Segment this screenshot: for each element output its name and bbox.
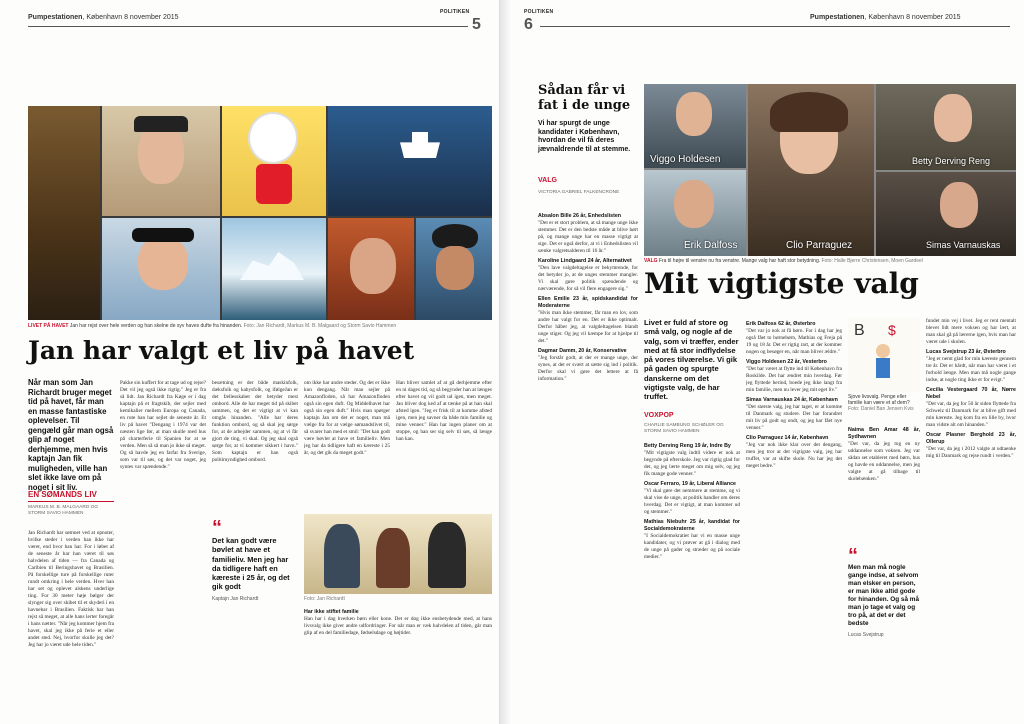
feature-title: Sådan får vi fat i de unge (538, 83, 631, 113)
right-page (510, 0, 1024, 724)
page-number: 5 (472, 16, 481, 33)
photo-collage (28, 106, 492, 320)
section-label: VALG (538, 177, 557, 184)
candidates-column: Absalon Bille 26 år, Enhedslisten "Det er et stort problem, at så mange unge ikke stemmer. Det er den bedste måde at blive hørt på, og mange unge har en masse vigtigt at sige. Det er også derfor, at vi i Enhedslisten vil sænke valgretsalderen til 16 år." Karoline Lindgaard 24 år, Alternativet "Den lave valgdeltagelse er bekymrende, for det betyder jo, at de unges stemmer mangler. Vi skal gøre politik spændende og nærværende, for så vil flere engagere sig." Ellen Emilie 23 år, spidskandidat for Moderaterne "Hvis man ikke stemmer, får man en lov, som andre har valgt for en. Det er ikke optimalt. Derfor håber jeg, at valgdeltagelsen blandt unge stiger. Og jeg vil kæmpe for at hjælpe til det." Dagmar Damm, 20 år, Konservative "Jeg forstår godt, at der er mange unge, der synes, at det er svært at sætte sig ind i politik. Derfor skal vi gøre det lettere at få information." (538, 213, 638, 382)
quote-mark-icon: “ (212, 517, 222, 539)
page-number: 6 (524, 16, 533, 33)
voxpop-label: VOXPOP (644, 412, 674, 419)
lead-text: Når man som Jan Richardt bruger meget tid på havet, får man en masse fantastiske oplevelser. Til gengæld går man også glip af noget derhjemme, men hvis kaptajn Jan fik muligheden, ville han slet ikke lave om på noget i sit liv. (28, 378, 114, 492)
photo-caption: LIVET PÅ HAVET Jan har rejst over hele verden og han skelne de syv haves dufte fra hinanden. Foto: Jan Richardt, Markus M. B. Malgaard og Storm Savio Hammen (28, 323, 397, 329)
photo-name-3: Clio Parraguez (786, 240, 853, 251)
voxpop-headline: Mit vigtigste valg (644, 267, 919, 300)
voxpop-column-2: Erik Dalfoss 62 år, Østerbro "Det var jo nok at få børn. For i dag har jeg også fået to børnebørn, Mathias og Freja på 19 og 18 år. Det er rigtig rart, at der kommer nogen og besøger en, når man bliver ældre." Viggo Holdesen 22 år, Vesterbro "Det har været at flytte ind til København fra Roskilde. Det har ændret min hverdag. Før jeg flyttede herind, boede jeg ikke langt fra min familie, men nu lever jeg mit eget liv." Simas Varnauskas 24 år, København "Det største valg, jeg har taget, er at komme til Danmark og studere. Det har forandret mit liv på godt og ondt, og jeg har fået nye venner." Clio Parraguez 14 år, København "Jeg var nok ikke klar over det dengang, men jeg tror at det vigtigste valg, jeg har truffet, var at skifte skole. Nu har jeg det meget bedre." (746, 321, 842, 469)
photo-name-1: Viggo Holdesen (650, 154, 721, 165)
photo-name-4: Betty Derving Reng (912, 156, 991, 166)
byline: VICTORIA GABRIEL FALKENCRONE (538, 190, 620, 195)
page-header: Pumpestationen, København 8 november 2015 (28, 14, 179, 21)
column-3: besætning er der både maskinfolk, dæksfolk og kabysfolk, og ifølgeJan er det fællesskabet der betyder mest ombord. Alle de har meget tid på skibet sammen, og det er vigtigt at vi kan omgås hinanden. "Alle har deres funktion ombord, og så skal jeg sørge for, at de arbejder sammen, og at vi får gjort de ting, vi skal. Og jeg skal også sørge for, at vi kommer sikkert i havn." Som kaptajn er han også politimyndighed ombord. (212, 380, 298, 463)
inset-photo (304, 514, 492, 594)
voxpop-column-1: Betty Derving Reng 19 år, Indre By "Mit vigtigste valg indtil videre er nok at begynde på efterskole. Jeg var rigtig glad for det, og jeg lærte meget om mig selv, og jeg fik mange gode venner." Oscar Ferraro, 19 år, Liberal Alliance "Vi skal gøre det nemmere at stemme, og vi skal vise de unge, at politik handler om deres hverdag. Det er vigtigt, at man kommer ud og stemmer." Mathias Niebuhr 25 år, kandidat for Socialdemokraterne "I Socialdemokratiet har vi en masse unge kandidater, og vi prøver at gå i dialog med de unge på gader og stræder og på sociale medier." (644, 443, 740, 560)
photo-name-5: Simas Varnauskas (926, 240, 1001, 250)
page-gutter (500, 0, 510, 724)
page-header: Pumpestationen, København 8 november 2015 (810, 14, 961, 21)
byline: MARKUS M. B. MALGAARD OG STORM SAVIO HAMMEN (28, 505, 99, 517)
left-page (0, 0, 500, 724)
voxpop-byline: CHARLIE SAMBUNG SCHØLER OG STORM SAVIO HAMMEN (644, 423, 724, 435)
naima-quote: Naima Ben Amar 48 år, Sydhavnen "Det var, da jeg tog en ny uddannelse som voksen. Jeg var sådan set etableret med børn, hus og havde en uddannelse, men jeg valgte at gå tilbage til skolebænken." (848, 427, 920, 482)
column-1: Jan Richardt har sømnet ved at opnoter, hvilke steder i verden han ikke har været, end hvor han har. For i løbet af de seneste år har han været til søs halvdelen af tiden — fra Canada og Caribien til Beringshavet og Brasilien. På forskellige ture på forskellige ruter rundt omkring i hele verden. Hver han har set og oplevet alskens underlige ting. For 30 meter høje bølger der slynger sig over skibet til et skyderi i en havnebar i Brasilien. Faktisk har han rejst så meget, at alle hans lerter foregår i hans nætter. "Når jeg kommer hjem fra havet, skal jeg ikke på ferie et eller andet sted. Nej, hvorfor skulle jeg det? Jeg har jo været ude hele tiden." (28, 530, 114, 648)
column-4: om ikke har andre steder. Og det er ikke kun dengang. Når man sejler på Amazonfloden, så har Amazonfloden også sin egen duft. Og Middelhavet har også sin egen duft." Hvis man spørger kaptajn Jan om det er noget, man må vælge fra for at vælge sømandslivet til, så svarer han med et smil: "Det kan godt være bøvlet at have et familieliv. Men jeg har da tidligere haft en kæreste i 25 år, og det gik da meget godt." (304, 380, 390, 456)
pull-quote: “ Det kan godt være bøvlet at have et familieliv. Men jeg har da tidligere haft en kæreste i 25 år, og det gik godt Kaptajn Jan Richardt (212, 520, 298, 602)
feature-lead: Vi har spurgt de unge kandidater i København, hvordan de vil få deres jævnaldrende til at stemme. (538, 120, 631, 153)
ship-photo (328, 106, 492, 216)
voxpop-lead: Livet er fuld af store og små valg, og nogle af de valg, som vi træffer, ender med at få stor indflydelse på vores tilværelse. Vi gik på gaden og spurgte danskerne om det vigtigste valg, de har truffet. (644, 318, 739, 401)
section-label: EN SØMANDS LIV (28, 490, 97, 499)
publisher-tag: POLITIKEN (524, 9, 554, 15)
inset-credit: Foto: Jan Richardt (304, 596, 345, 602)
photo-name-2: Erik Dalfoss (684, 240, 738, 251)
pull-quote: “ Men man må nogle gange indse, at selvom man elsker en person, er man ikke altid gode for hinanden. Og så må man jo tage et valg og tro på, at det er det bedste Lucas Svejstrup (848, 545, 920, 638)
column-5: Han bliver samlet af at gå derhjemme efter en ni dages tid, og så begynder han at længes efter havet og vil godt ud igen, men meget. Jan bliver dog ked af at tænke på at han skal afsted igen. "Jeg er frisk til at komme afsted igen, men jeg savner da både min familie og mine venner." Han har ingen planer om at stoppe, og han ser sig selv til søs, så længe han kan. (396, 380, 492, 442)
voxpop-photos (644, 84, 1016, 256)
publisher-tag: POLITIKEN (440, 9, 470, 15)
quote-mark-icon: “ (848, 545, 858, 567)
rope-photo (28, 106, 100, 320)
family-section: Har ikke stiftet familie Han har i dag hverken børn eller kone. Det er dog ikke ensbetydende med, at hans livsvalg ikke giver andre udfordringer. For når man er væk halvdelen af tiden, går man glip af en del familiedage, fødselsdage og højtider. (304, 609, 492, 636)
voxpop-column-4: fundet min vej i livet. Jeg er rent mentalt blevet lidt mere voksen og har lært, at man skal gå på lærerne igen, hvis man har været ude i skolen. Lucas Svejstrup 23 år, Østerbro "Jeg er nemt glad for min kæreste gennem tre år. Det er hårdt, når man har været i et forhold længe. Men man må nogle gange indse, at nogle ting ikke er for evigt." Cecilia Vestergaard 70 år, Nørre Nebel "Det var, da jeg for 50 år siden flyttede fra Schweiz til Danmark for at blive gift med min kæreste. Jeg kom fra en lille by, hvor man vidste alt om hinanden." Oscar Plasner Berghold 23 år, Ollerup "Det var, da jeg i 2012 valgte at udtaenke mig til Danmark og rejse rundt i verden." (926, 318, 1016, 459)
voxpop-caption: VALG Fra til højre til venstre nu fra venstre. Mange valg har haft stor betydning. Foto: Halle Bjerre Christensen, Moen Gardeel (644, 258, 923, 264)
cartoon-illustration: B $ (848, 318, 920, 392)
headline: Jan har valgt et liv på havet (28, 336, 415, 365)
column-2: Pakke sin kuffert for at tage ud og rejse? Det vil jeg også ikke rigtig." Jeg er fra så lidt. Jan Richardt fra Køge er i dag kaptajn på et fragtskib, der sejler med kemikalier mellem Europa og Canada, en rute han har sejlet de seneste år. Et liv på havet "Dengang i 1974 var det næsten lige før, at man skulle med hus på charterferie til Spanien for at se verden. Men så så man jo ikke så meget. Og så havde jeg en farfar fra Sverige, som var til søs, og det var noget, jeg syntes var spændende." (120, 380, 206, 470)
cartoon-caption: Sjove livsvalg. Penge eller familie kan være et af dem? Foto: Daniel Ban Jensen Kvis (848, 394, 914, 412)
